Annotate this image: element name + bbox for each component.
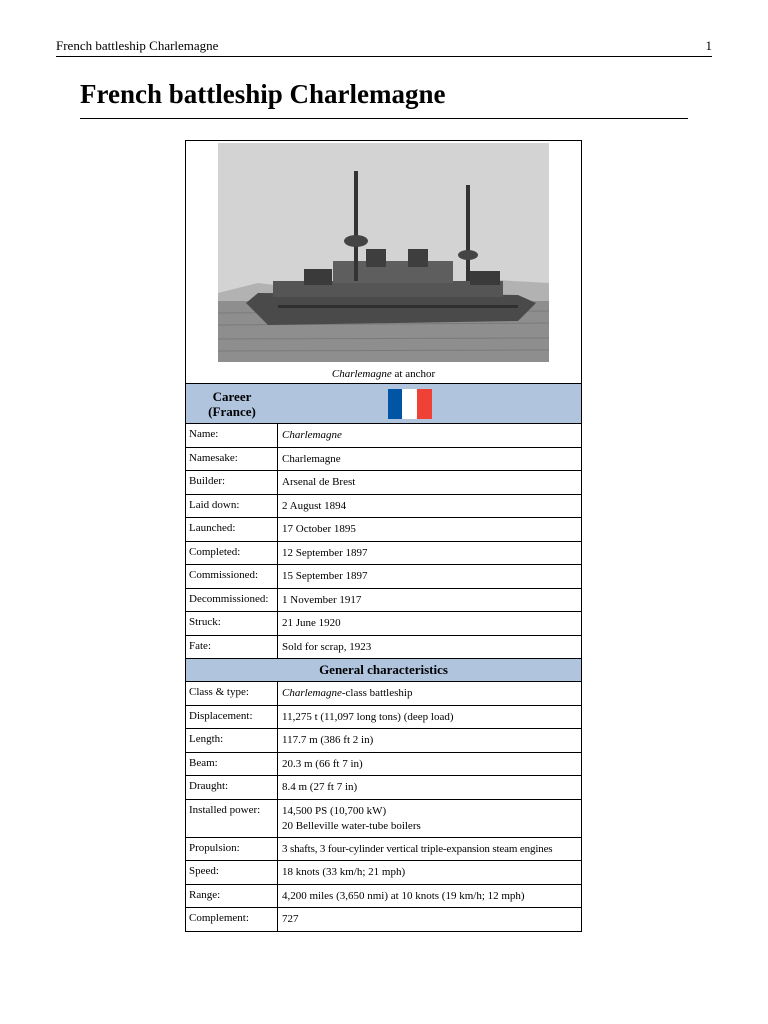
title-rule <box>80 118 688 119</box>
infobox-row <box>186 635 581 659</box>
battleship-photo[interactable] <box>218 143 549 362</box>
infobox-row <box>186 752 581 776</box>
photo-caption <box>186 365 581 383</box>
row-value: 15 September 1897 <box>282 570 368 582</box>
header-rule <box>56 56 712 57</box>
infobox-row <box>186 775 581 799</box>
infobox-row <box>186 564 581 588</box>
class-type-text[interactable]: -class battleship <box>341 687 413 699</box>
row-label: Complement: <box>186 908 278 931</box>
french-flag-icon[interactable] <box>388 389 432 419</box>
row-label: Installed power: <box>186 800 278 837</box>
row-label: Launched: <box>186 518 278 541</box>
row-label: Namesake: <box>186 448 278 471</box>
boilers-value[interactable]: 20 Belleville water-tube boilers <box>282 819 421 832</box>
page-number: 1 <box>705 38 712 53</box>
row-label: Laid down: <box>186 495 278 518</box>
row-value[interactable]: Sold for scrap, 1923 <box>282 640 372 653</box>
career-label-line2: (France) <box>208 403 256 419</box>
row-value: 8.4 m (27 ft 7 in) <box>282 781 358 793</box>
page-title: French battleship Charlemagne <box>80 79 446 109</box>
infobox-row <box>186 907 581 931</box>
row-value <box>278 800 581 837</box>
career-label-line1: Career <box>212 388 252 404</box>
infobox-row <box>186 588 581 612</box>
row-label: Decommissioned: <box>186 589 278 612</box>
ship-name-link[interactable]: Charlemagne <box>282 429 342 441</box>
infobox-row <box>186 884 581 908</box>
row-value: 2 August 1894 <box>282 499 347 512</box>
running-title: French battleship Charlemagne <box>56 38 219 53</box>
infobox-row <box>186 517 581 541</box>
row-value[interactable]: Charlemagne <box>282 452 341 465</box>
row-label: Draught: <box>186 776 278 799</box>
row-label: Speed: <box>186 861 278 884</box>
row-value: 117.7 m (386 ft 2 in) <box>282 734 374 746</box>
row-label: Completed: <box>186 542 278 565</box>
row-label: Displacement: <box>186 706 278 729</box>
row-label: Range: <box>186 885 278 908</box>
row-value: 11,275 t (11,097 long tons) (deep load) <box>282 710 454 723</box>
row-label: Name: <box>186 424 278 447</box>
row-label: Propulsion: <box>186 838 278 861</box>
infobox-row <box>186 728 581 752</box>
infobox-row <box>186 705 581 729</box>
row-value: 17 October 1895 <box>282 523 356 535</box>
infobox-row <box>186 470 581 494</box>
infobox-row <box>186 799 581 837</box>
infobox-row <box>186 541 581 565</box>
row-value: 727 <box>282 913 299 925</box>
row-label: Commissioned: <box>186 565 278 588</box>
photo-container <box>186 141 581 363</box>
class-name-link[interactable]: Charlemagne <box>282 687 342 699</box>
row-label: Struck: <box>186 612 278 635</box>
infobox-row <box>186 860 581 884</box>
row-label: Beam: <box>186 753 278 776</box>
infobox-row <box>186 837 581 861</box>
running-header <box>56 38 712 54</box>
row-value: 18 knots (33 km/h; 21 mph) <box>282 866 406 878</box>
row-value: 1 November 1917 <box>282 593 362 606</box>
general-characteristics-label: General characteristics <box>319 662 448 677</box>
infobox-row <box>186 423 581 447</box>
infobox <box>185 140 582 932</box>
infobox-row <box>186 494 581 518</box>
row-value: 21 June 1920 <box>282 617 341 629</box>
row-value[interactable]: 3 shafts, 3 four-cylinder vertical triple-expansion steam engines <box>282 842 553 855</box>
row-value[interactable] <box>278 682 581 705</box>
row-value: 20.3 m (66 ft 7 in) <box>282 757 363 770</box>
infobox-row <box>186 611 581 635</box>
row-label: Class & type: <box>186 682 278 705</box>
general-characteristics-header <box>186 658 581 681</box>
row-value: 4,200 miles (3,650 nmi) at 10 knots (19 km/h; 12 mph) <box>282 889 525 902</box>
row-value: 12 September 1897 <box>282 546 368 559</box>
career-header <box>186 383 581 423</box>
infobox-row <box>186 681 581 705</box>
caption-text: at anchor <box>391 368 436 380</box>
row-label: Length: <box>186 729 278 752</box>
installed-power-value: 14,500 PS (10,700 kW) <box>282 804 387 817</box>
career-label <box>186 389 278 419</box>
caption-ship-name: Charlemagne <box>331 368 392 380</box>
row-value[interactable]: Arsenal de Brest <box>282 476 356 488</box>
row-value[interactable] <box>278 424 581 447</box>
row-label: Builder: <box>186 471 278 494</box>
row-label: Fate: <box>186 636 278 659</box>
infobox-row <box>186 447 581 471</box>
